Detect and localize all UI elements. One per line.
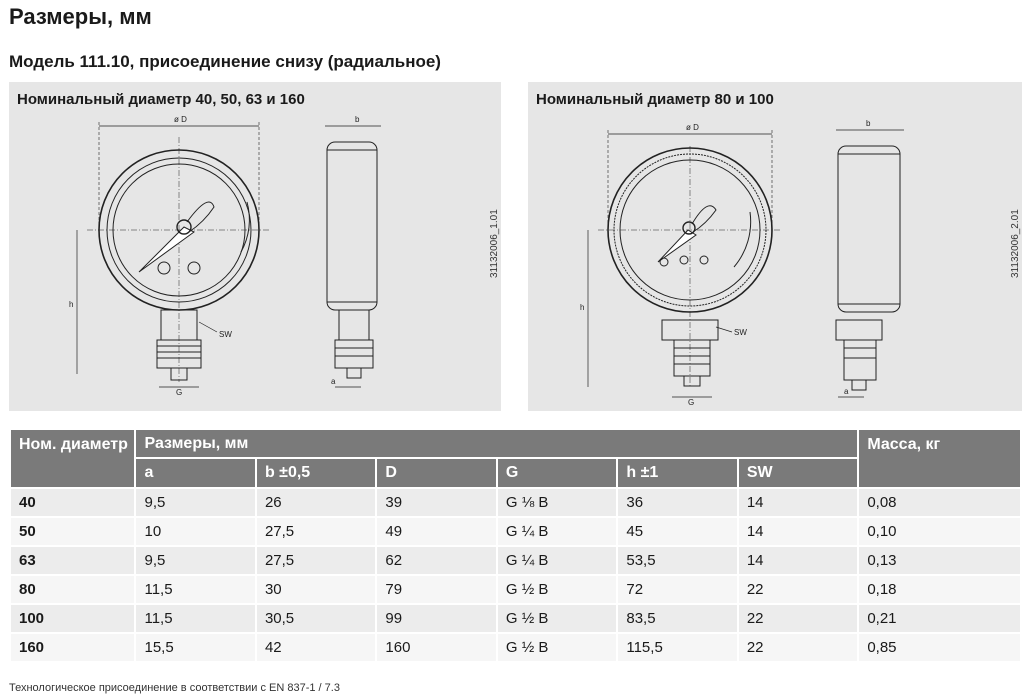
table-row [11, 489, 1020, 516]
header-g: G [498, 459, 616, 487]
cell-d: 160 [377, 634, 495, 661]
label-diameter: ø D [174, 115, 187, 124]
cell-d: 39 [377, 489, 495, 516]
table-row [11, 576, 1020, 603]
footnote: Технологическое присоединение в соответствии с EN 837-1 / 7.3 [9, 682, 340, 694]
cell-g: G ¼ B [498, 518, 616, 545]
cell-mass: 0,10 [859, 518, 1020, 545]
cell-nominal: 160 [11, 634, 134, 661]
cell-d: 49 [377, 518, 495, 545]
label-g: G [688, 398, 695, 407]
drawing-code: 31132006_1.01 [489, 209, 500, 278]
cell-sw: 22 [739, 576, 858, 603]
label-a: a [844, 387, 849, 396]
cell-g: G ¼ B [498, 547, 616, 574]
cell-a: 11,5 [136, 576, 254, 603]
header-d: D [377, 459, 495, 487]
cell-sw: 14 [739, 547, 858, 574]
cell-a: 11,5 [136, 605, 254, 632]
header-dimensions: Размеры, мм [136, 430, 857, 457]
cell-a: 9,5 [136, 547, 254, 574]
cell-g: G ½ B [498, 605, 616, 632]
cell-a: 15,5 [136, 634, 254, 661]
cell-nominal: 63 [11, 547, 134, 574]
cell-d: 99 [377, 605, 495, 632]
table-row [11, 518, 1020, 545]
header-mass: Масса, кг [859, 430, 1020, 487]
cell-mass: 0,08 [859, 489, 1020, 516]
cell-sw: 22 [739, 605, 858, 632]
header-a: a [136, 459, 254, 487]
cell-b: 42 [257, 634, 375, 661]
label-b: b [355, 115, 360, 124]
cell-h: 115,5 [618, 634, 736, 661]
drawing-panel-2 [528, 82, 1022, 411]
label-sw: SW [734, 328, 747, 337]
cell-nominal: 40 [11, 489, 134, 516]
page-title: Размеры, мм [9, 4, 152, 29]
label-diameter: ø D [686, 123, 699, 132]
label-b: b [866, 119, 871, 128]
cell-h: 45 [618, 518, 736, 545]
cell-mass: 0,21 [859, 605, 1020, 632]
label-a: a [331, 377, 336, 386]
cell-nominal: 100 [11, 605, 134, 632]
cell-h: 72 [618, 576, 736, 603]
table-row [11, 605, 1020, 632]
panel-title: Номинальный диаметр 40, 50, 63 и 160 [17, 91, 305, 108]
cell-nominal: 50 [11, 518, 134, 545]
label-sw: SW [219, 330, 232, 339]
cell-b: 27,5 [257, 547, 375, 574]
cell-g: G ⅛ B [498, 489, 616, 516]
cell-b: 30 [257, 576, 375, 603]
header-sw: SW [739, 459, 858, 487]
cell-b: 26 [257, 489, 375, 516]
header-h: h ±1 [618, 459, 736, 487]
cell-a: 9,5 [136, 489, 254, 516]
section-subtitle: Модель 111.10, присоединение снизу (радиальное) [9, 52, 441, 71]
gauge-drawing-front-side [9, 82, 501, 411]
drawing-code: 31132006_2.01 [1010, 209, 1021, 278]
cell-g: G ½ B [498, 634, 616, 661]
cell-b: 27,5 [257, 518, 375, 545]
cell-mass: 0,18 [859, 576, 1020, 603]
dimensions-table [9, 428, 1022, 663]
cell-g: G ½ B [498, 576, 616, 603]
cell-d: 79 [377, 576, 495, 603]
label-h: h [580, 303, 585, 312]
cell-h: 36 [618, 489, 736, 516]
header-b: b ±0,5 [257, 459, 375, 487]
header-nominal-diameter: Ном. диаметр [11, 430, 134, 487]
cell-sw: 14 [739, 489, 858, 516]
cell-b: 30,5 [257, 605, 375, 632]
panel-title: Номинальный диаметр 80 и 100 [536, 91, 774, 108]
table-row [11, 634, 1020, 661]
cell-nominal: 80 [11, 576, 134, 603]
cell-h: 83,5 [618, 605, 736, 632]
cell-mass: 0,85 [859, 634, 1020, 661]
drawing-panel-1 [9, 82, 501, 411]
cell-sw: 14 [739, 518, 858, 545]
cell-d: 62 [377, 547, 495, 574]
cell-mass: 0,13 [859, 547, 1020, 574]
label-h: h [69, 300, 74, 309]
table-row [11, 547, 1020, 574]
cell-a: 10 [136, 518, 254, 545]
label-g: G [176, 388, 183, 397]
cell-h: 53,5 [618, 547, 736, 574]
cell-sw: 22 [739, 634, 858, 661]
gauge-drawing-front-side [528, 82, 1022, 411]
